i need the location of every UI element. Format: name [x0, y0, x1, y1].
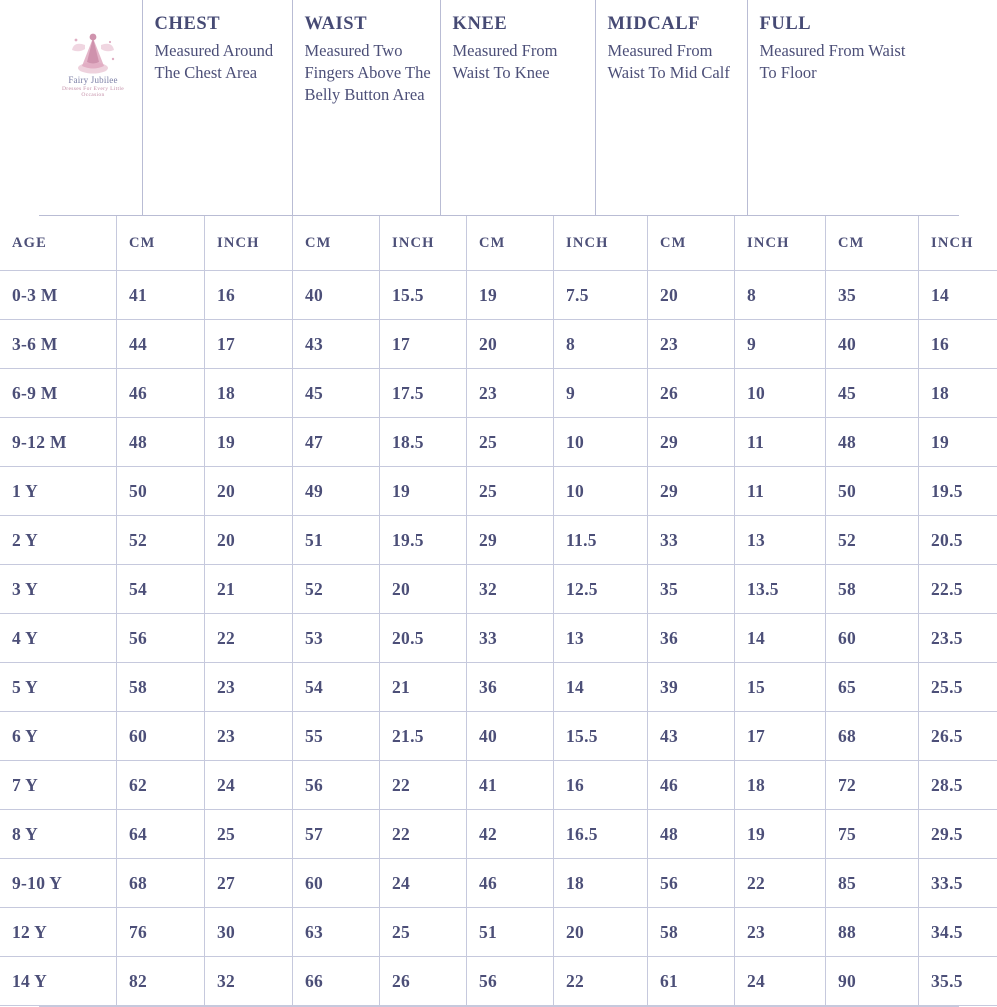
table-row — [0, 516, 997, 565]
cell-chest-cm: 64 — [117, 810, 205, 859]
cell-knee-inch: 7.5 — [554, 271, 648, 320]
column-header-midcalf-inch: INCH — [735, 216, 826, 271]
cell-waist-inch: 18.5 — [380, 418, 467, 467]
cell-knee-cm: 42 — [467, 810, 554, 859]
cell-age: 3-6 M — [0, 320, 117, 369]
column-header-age: AGE — [0, 216, 117, 271]
cell-knee-cm: 23 — [467, 369, 554, 418]
header-column-waist — [293, 0, 441, 215]
cell-chest-inch: 21 — [205, 565, 293, 614]
cell-age: 7 Y — [0, 761, 117, 810]
column-header-chest-inch: INCH — [205, 216, 293, 271]
cell-midcalf-inch: 13 — [735, 516, 826, 565]
cell-knee-inch: 10 — [554, 418, 648, 467]
cell-midcalf-inch: 22 — [735, 859, 826, 908]
table-row — [0, 810, 997, 859]
cell-age: 14 Y — [0, 957, 117, 1006]
column-header-waist-cm: CM — [293, 216, 380, 271]
cell-full-inch: 14 — [919, 271, 997, 320]
cell-knee-cm: 19 — [467, 271, 554, 320]
cell-chest-cm: 54 — [117, 565, 205, 614]
cell-chest-inch: 20 — [205, 516, 293, 565]
cell-full-inch: 19 — [919, 418, 997, 467]
cell-full-cm: 60 — [826, 614, 919, 663]
cell-waist-inch: 25 — [380, 908, 467, 957]
cell-waist-inch: 20 — [380, 565, 467, 614]
cell-waist-cm: 40 — [293, 271, 380, 320]
cell-waist-inch: 21 — [380, 663, 467, 712]
cell-knee-inch: 14 — [554, 663, 648, 712]
table-row — [0, 565, 997, 614]
header-desc-full: Measured From Waist To Floor — [760, 40, 920, 84]
cell-chest-cm: 50 — [117, 467, 205, 516]
cell-midcalf-cm: 61 — [648, 957, 735, 1006]
cell-full-inch: 29.5 — [919, 810, 997, 859]
table-row — [0, 467, 997, 516]
cell-full-cm: 52 — [826, 516, 919, 565]
cell-waist-inch: 17 — [380, 320, 467, 369]
cell-full-cm: 68 — [826, 712, 919, 761]
cell-chest-cm: 52 — [117, 516, 205, 565]
cell-knee-cm: 41 — [467, 761, 554, 810]
cell-knee-inch: 15.5 — [554, 712, 648, 761]
cell-midcalf-inch: 18 — [735, 761, 826, 810]
cell-chest-cm: 56 — [117, 614, 205, 663]
cell-waist-cm: 55 — [293, 712, 380, 761]
cell-waist-cm: 53 — [293, 614, 380, 663]
cell-age: 6-9 M — [0, 369, 117, 418]
cell-waist-inch: 15.5 — [380, 271, 467, 320]
cell-waist-cm: 49 — [293, 467, 380, 516]
cell-full-inch: 16 — [919, 320, 997, 369]
header-desc-chest: Measured Around The Chest Area — [155, 40, 286, 84]
cell-age: 2 Y — [0, 516, 117, 565]
header-column-chest — [143, 0, 293, 215]
table-row — [0, 320, 997, 369]
cell-full-cm: 75 — [826, 810, 919, 859]
cell-knee-inch: 20 — [554, 908, 648, 957]
cell-midcalf-cm: 35 — [648, 565, 735, 614]
cell-waist-inch: 22 — [380, 810, 467, 859]
cell-full-inch: 19.5 — [919, 467, 997, 516]
cell-knee-cm: 25 — [467, 418, 554, 467]
cell-chest-inch: 32 — [205, 957, 293, 1006]
cell-knee-cm: 40 — [467, 712, 554, 761]
cell-midcalf-inch: 11 — [735, 418, 826, 467]
cell-knee-inch: 16 — [554, 761, 648, 810]
header-column-knee — [441, 0, 596, 215]
cell-chest-cm: 48 — [117, 418, 205, 467]
size-chart-table — [0, 216, 997, 1006]
cell-midcalf-inch: 9 — [735, 320, 826, 369]
header-column-full — [748, 0, 959, 215]
cell-full-inch: 34.5 — [919, 908, 997, 957]
cell-chest-inch: 19 — [205, 418, 293, 467]
cell-knee-cm: 32 — [467, 565, 554, 614]
cell-chest-cm: 58 — [117, 663, 205, 712]
cell-midcalf-cm: 48 — [648, 810, 735, 859]
table-row — [0, 271, 997, 320]
cell-midcalf-cm: 39 — [648, 663, 735, 712]
cell-full-inch: 33.5 — [919, 859, 997, 908]
cell-waist-cm: 66 — [293, 957, 380, 1006]
cell-waist-cm: 57 — [293, 810, 380, 859]
cell-midcalf-inch: 14 — [735, 614, 826, 663]
table-row — [0, 418, 997, 467]
cell-full-inch: 22.5 — [919, 565, 997, 614]
cell-full-cm: 65 — [826, 663, 919, 712]
cell-chest-inch: 20 — [205, 467, 293, 516]
table-row — [0, 859, 997, 908]
cell-chest-inch: 27 — [205, 859, 293, 908]
cell-midcalf-cm: 36 — [648, 614, 735, 663]
cell-full-cm: 45 — [826, 369, 919, 418]
cell-age: 6 Y — [0, 712, 117, 761]
header-desc-knee: Measured From Waist To Knee — [453, 40, 589, 84]
cell-chest-inch: 24 — [205, 761, 293, 810]
cell-knee-cm: 20 — [467, 320, 554, 369]
cell-full-inch: 20.5 — [919, 516, 997, 565]
cell-midcalf-inch: 11 — [735, 467, 826, 516]
cell-chest-cm: 76 — [117, 908, 205, 957]
column-header-full-inch: INCH — [919, 216, 997, 271]
table-row — [0, 614, 997, 663]
column-header-full-cm: CM — [826, 216, 919, 271]
cell-full-cm: 35 — [826, 271, 919, 320]
cell-full-cm: 90 — [826, 957, 919, 1006]
cell-knee-cm: 56 — [467, 957, 554, 1006]
cell-midcalf-inch: 17 — [735, 712, 826, 761]
column-header-midcalf-cm: CM — [648, 216, 735, 271]
table-header-row — [0, 216, 997, 271]
cell-full-inch: 23.5 — [919, 614, 997, 663]
header-title-knee: KNEE — [453, 14, 589, 34]
header-title-waist: WAIST — [305, 14, 434, 34]
cell-knee-inch: 16.5 — [554, 810, 648, 859]
cell-chest-cm: 62 — [117, 761, 205, 810]
table-row — [0, 957, 997, 1006]
cell-knee-cm: 25 — [467, 467, 554, 516]
cell-midcalf-cm: 29 — [648, 418, 735, 467]
cell-full-inch: 18 — [919, 369, 997, 418]
fairy-dress-icon — [63, 32, 123, 74]
cell-knee-cm: 33 — [467, 614, 554, 663]
cell-midcalf-inch: 15 — [735, 663, 826, 712]
cell-chest-cm: 60 — [117, 712, 205, 761]
cell-chest-cm: 68 — [117, 859, 205, 908]
cell-knee-cm: 46 — [467, 859, 554, 908]
cell-waist-inch: 21.5 — [380, 712, 467, 761]
cell-chest-inch: 25 — [205, 810, 293, 859]
table-row — [0, 369, 997, 418]
cell-waist-cm: 52 — [293, 565, 380, 614]
cell-waist-inch: 22 — [380, 761, 467, 810]
cell-midcalf-cm: 43 — [648, 712, 735, 761]
cell-age: 3 Y — [0, 565, 117, 614]
cell-knee-inch: 10 — [554, 467, 648, 516]
cell-midcalf-inch: 23 — [735, 908, 826, 957]
cell-waist-cm: 63 — [293, 908, 380, 957]
cell-full-inch: 35.5 — [919, 957, 997, 1006]
cell-midcalf-cm: 46 — [648, 761, 735, 810]
cell-waist-cm: 60 — [293, 859, 380, 908]
cell-age: 8 Y — [0, 810, 117, 859]
brand-name: Fairy Jubilee — [54, 76, 132, 85]
cell-chest-cm: 41 — [117, 271, 205, 320]
cell-waist-inch: 17.5 — [380, 369, 467, 418]
cell-waist-cm: 51 — [293, 516, 380, 565]
cell-full-cm: 48 — [826, 418, 919, 467]
cell-waist-cm: 56 — [293, 761, 380, 810]
header-desc-waist: Measured Two Fingers Above The Belly Button Area — [305, 40, 434, 105]
cell-full-inch: 26.5 — [919, 712, 997, 761]
table-header — [0, 216, 997, 271]
table-row — [0, 761, 997, 810]
column-header-knee-inch: INCH — [554, 216, 648, 271]
brand-logo — [54, 32, 132, 98]
brand-logo-cell — [39, 0, 143, 215]
cell-midcalf-cm: 26 — [648, 369, 735, 418]
cell-chest-cm: 46 — [117, 369, 205, 418]
cell-midcalf-inch: 10 — [735, 369, 826, 418]
cell-waist-cm: 54 — [293, 663, 380, 712]
cell-age: 0-3 M — [0, 271, 117, 320]
cell-full-cm: 40 — [826, 320, 919, 369]
cell-waist-inch: 24 — [380, 859, 467, 908]
cell-knee-cm: 29 — [467, 516, 554, 565]
cell-full-cm: 72 — [826, 761, 919, 810]
cell-full-inch: 25.5 — [919, 663, 997, 712]
cell-age: 4 Y — [0, 614, 117, 663]
cell-knee-inch: 12.5 — [554, 565, 648, 614]
header-title-full: FULL — [760, 14, 953, 34]
cell-chest-inch: 18 — [205, 369, 293, 418]
table-row — [0, 712, 997, 761]
cell-waist-cm: 45 — [293, 369, 380, 418]
cell-midcalf-cm: 58 — [648, 908, 735, 957]
cell-full-cm: 88 — [826, 908, 919, 957]
cell-knee-inch: 22 — [554, 957, 648, 1006]
cell-knee-cm: 36 — [467, 663, 554, 712]
cell-full-cm: 58 — [826, 565, 919, 614]
cell-waist-inch: 19.5 — [380, 516, 467, 565]
cell-midcalf-inch: 13.5 — [735, 565, 826, 614]
header-column-midcalf — [596, 0, 748, 215]
cell-waist-inch: 20.5 — [380, 614, 467, 663]
cell-midcalf-cm: 56 — [648, 859, 735, 908]
cell-age: 12 Y — [0, 908, 117, 957]
cell-chest-inch: 22 — [205, 614, 293, 663]
brand-tagline: Dresses For Every Little Occasion — [54, 87, 132, 98]
cell-knee-inch: 18 — [554, 859, 648, 908]
table-row — [0, 908, 997, 957]
cell-knee-inch: 11.5 — [554, 516, 648, 565]
cell-age: 9-12 M — [0, 418, 117, 467]
cell-age: 9-10 Y — [0, 859, 117, 908]
cell-midcalf-cm: 33 — [648, 516, 735, 565]
cell-age: 5 Y — [0, 663, 117, 712]
cell-chest-cm: 82 — [117, 957, 205, 1006]
cell-midcalf-cm: 29 — [648, 467, 735, 516]
cell-chest-inch: 16 — [205, 271, 293, 320]
header-title-chest: CHEST — [155, 14, 286, 34]
cell-chest-inch: 23 — [205, 663, 293, 712]
column-header-knee-cm: CM — [467, 216, 554, 271]
cell-knee-cm: 51 — [467, 908, 554, 957]
header-title-midcalf: MIDCALF — [608, 14, 741, 34]
cell-chest-cm: 44 — [117, 320, 205, 369]
cell-knee-inch: 9 — [554, 369, 648, 418]
cell-full-cm: 50 — [826, 467, 919, 516]
cell-waist-inch: 19 — [380, 467, 467, 516]
cell-chest-inch: 23 — [205, 712, 293, 761]
column-header-waist-inch: INCH — [380, 216, 467, 271]
cell-chest-inch: 30 — [205, 908, 293, 957]
table-row — [0, 663, 997, 712]
cell-waist-cm: 47 — [293, 418, 380, 467]
cell-knee-inch: 8 — [554, 320, 648, 369]
cell-midcalf-cm: 23 — [648, 320, 735, 369]
cell-chest-inch: 17 — [205, 320, 293, 369]
cell-midcalf-inch: 8 — [735, 271, 826, 320]
cell-midcalf-cm: 20 — [648, 271, 735, 320]
table-body — [0, 271, 997, 1006]
cell-midcalf-inch: 24 — [735, 957, 826, 1006]
cell-knee-inch: 13 — [554, 614, 648, 663]
cell-waist-cm: 43 — [293, 320, 380, 369]
cell-full-cm: 85 — [826, 859, 919, 908]
cell-full-inch: 28.5 — [919, 761, 997, 810]
cell-midcalf-inch: 19 — [735, 810, 826, 859]
measurement-guide-header — [39, 0, 959, 216]
header-desc-midcalf: Measured From Waist To Mid Calf — [608, 40, 741, 84]
column-header-chest-cm: CM — [117, 216, 205, 271]
cell-age: 1 Y — [0, 467, 117, 516]
cell-waist-inch: 26 — [380, 957, 467, 1006]
